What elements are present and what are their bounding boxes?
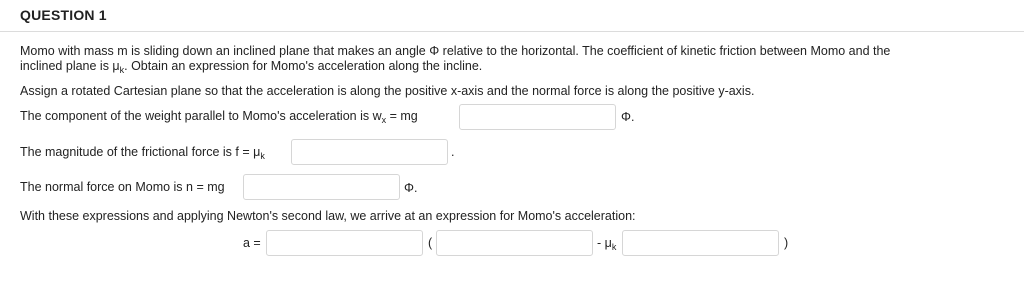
newton-line: With these expressions and applying Newton's second law, we arrive at an expression for Momo's acceleration: — [20, 209, 636, 223]
accel-label: a = — [243, 236, 261, 250]
friction-suffix: . — [451, 145, 455, 159]
minus-mu-text: - μ — [597, 236, 612, 250]
friction-text-a: The magnitude of the frictional force is f = μ — [20, 145, 261, 159]
normal-suffix: Φ. — [404, 181, 418, 195]
assign-line: Assign a rotated Cartesian plane so that the acceleration is along the positive x-axis and the normal force is along the positive y-axis. — [20, 84, 755, 98]
weight-subscript: x — [381, 115, 387, 125]
intro-text-b: . Obtain an expression for Momo's acceleration along the incline. — [124, 59, 483, 73]
friction-input[interactable] — [291, 139, 448, 165]
friction-line — [20, 145, 265, 163]
accel-input-3[interactable] — [622, 230, 779, 256]
minus-mu-subscript: k — [611, 242, 617, 252]
weight-line — [20, 109, 418, 127]
weight-text-b: = mg — [386, 109, 418, 123]
friction-subscript: k — [260, 151, 265, 161]
intro-line-1: Momo with mass m is sliding down an inclined plane that makes an angle Φ relative to the horizontal. The coefficient of kinetic friction between Momo and the — [20, 44, 891, 58]
open-paren: ( — [428, 236, 433, 250]
weight-text-a: The component of the weight parallel to Momo's acceleration is w — [20, 109, 382, 123]
minus-mu-label — [597, 236, 616, 254]
question-header — [0, 0, 1024, 32]
intro-subscript: k — [119, 65, 125, 75]
normal-input[interactable] — [243, 174, 400, 200]
accel-input-2[interactable] — [436, 230, 593, 256]
intro-line-2 — [20, 59, 482, 77]
intro-text-a: inclined plane is μ — [20, 59, 120, 73]
close-paren: ) — [784, 236, 789, 250]
accel-input-1[interactable] — [266, 230, 423, 256]
normal-line: The normal force on Momo is n = mg — [20, 180, 225, 194]
weight-suffix: Φ. — [621, 110, 635, 124]
question-title: QUESTION 1 — [20, 7, 107, 23]
weight-input[interactable] — [459, 104, 616, 130]
